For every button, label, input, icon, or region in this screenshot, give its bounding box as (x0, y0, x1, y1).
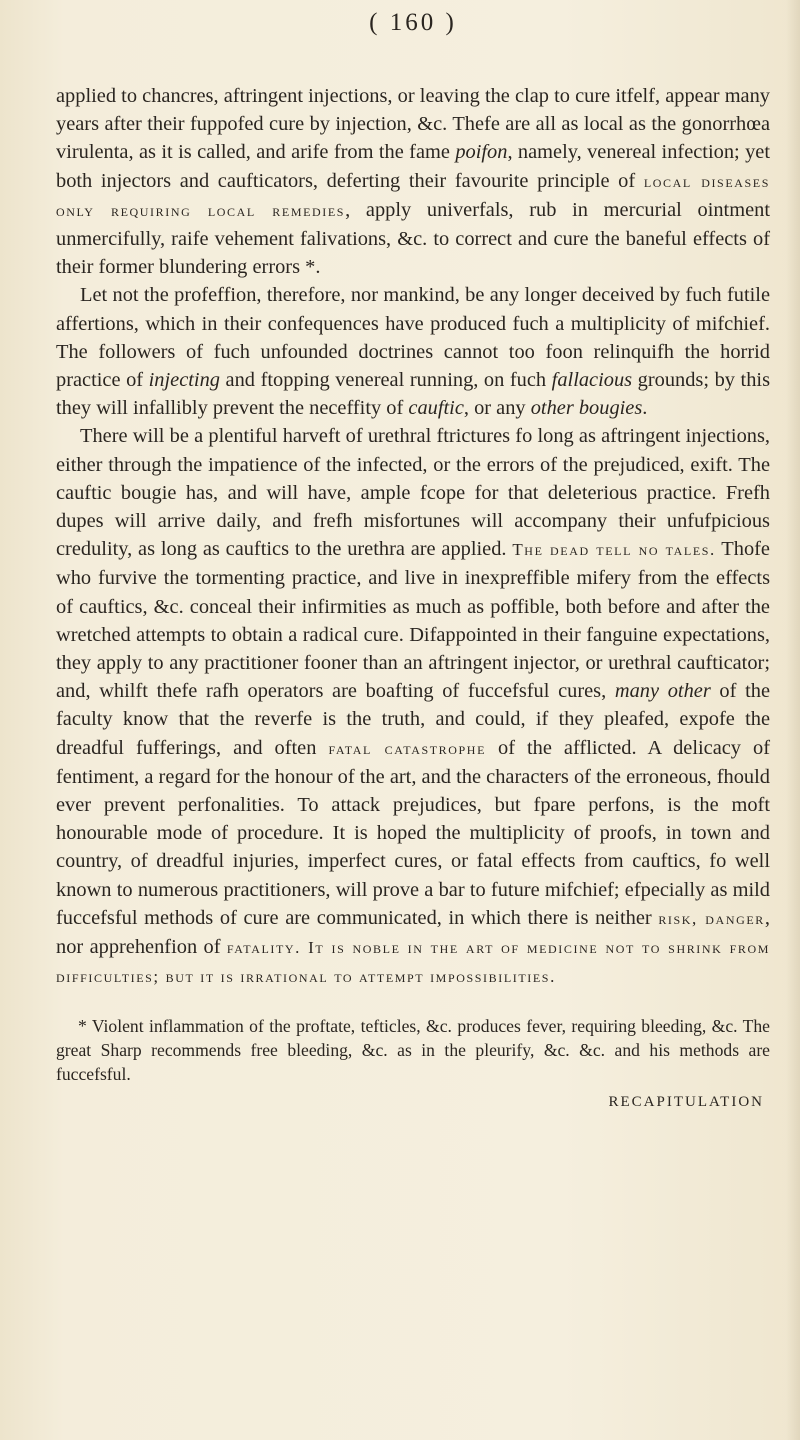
paragraph-1 (56, 82, 770, 281)
paragraph-2-italic-caustic: cauftic (408, 397, 464, 420)
paragraph-3 (56, 422, 770, 991)
paragraph-3-text-i: , nor apprehenfion of (56, 906, 770, 959)
paragraph-3-smallcaps-risk-danger: risk, danger (658, 908, 765, 928)
paragraph-2-italic-fallacious: fallacious (551, 369, 633, 392)
paragraph-2-italic-other-bougies: other bougies (530, 397, 643, 420)
paragraph-3-text-e: of the faculty know that the reverfe is the truth, and could, if they pleafed, expofe the dreadful fufferings, and often (56, 680, 771, 759)
paragraph-1-text-c: , namely, venereal infection; yet both injectors and caufticators, deferting their favourite principle of (56, 141, 771, 192)
catchword: RECAPITULATION (608, 1093, 764, 1110)
paragraph-2 (56, 281, 770, 422)
paragraph-1-italic-poison: poifon (455, 141, 508, 164)
paragraph-3-text-a: There will be a plentiful harveft of urethral ftrictures fo long as aftringent injections, either through the impatience of the infected, or the errors of the prejudiced, exift. The cauftic bougie has, and will have, ample fcope for that deleterious practice. Frefh dupes will arrive daily, and frefh misfortunes will accompany their unfufpicious credulity, as long as cauftics to the urethra are applied. (56, 425, 770, 561)
main-text (56, 82, 770, 992)
paragraph-2-text-i: . (642, 397, 648, 420)
paragraph-2-text-g: , or any (463, 397, 531, 420)
paragraph-2-italic-injecting: injecting (148, 369, 220, 392)
paragraph-3-smallcaps-fatality: fatality. It is noble in the art of medicine not to shrink from difficulties; but it is irrational to attempt impossibilities. (56, 938, 770, 987)
paragraph-3-text-c: Thofe who furvive the tormenting practice, and live in inexpreffible mifery from the effects of cauftics, &c. conceal their infirmities as much as poffible, both before and after the wretched attempts to obtain a radical cure. Difappointed in their fanguine expectations, they apply to any practitioner fooner than an aftringent injector, or urethral caufticator; and, whilft thefe rafh operators are boafting of fuccefsful cures, (56, 538, 770, 703)
paragraph-3-italic-many-other: many other (614, 680, 711, 703)
footnote: * Violent inflammation of the proftate, tefticles, &c. produces fever, requiring bleeding, &c. The great Sharp recommends free bleeding, &c. as in the pleurify, &c. &c. and his methods are fuccefsful. (56, 1015, 770, 1084)
paragraph-2-text-c: and ftopping venereal running, on fuch (220, 369, 552, 392)
paragraph-1-text-e: , apply univerfals, rub in mercurial ointment unmercifully, raife vehement falivations, &c. to correct and cure the baneful effects of their former blundering errors *. (56, 198, 770, 279)
paragraph-1-text-a: applied to chancres, aftringent injections, or leaving the clap to cure itfelf, appear many years after their fuppofed cure by injection, &c. Thefe are all as local as the gonorrhœa virulenta, as it is called, and arife from the fame (56, 85, 770, 164)
paragraph-3-smallcaps-dead-tell: The dead tell no tales. (512, 540, 716, 560)
paragraph-3-text-g: of the afflicted. A delicacy of fentiment, a regard for the honour of the art, and the characters of the erroneous, fhould ever prevent perfonalities. To attack prejudices, but fpare perfons, is the moft honourable mode of procedure. It is hoped the multiplicity of proofs, in town and country, of dreadful injuries, imperfect cures, or fatal effects from cauftics, fo well known to numerous practitioners, will prove a bar to future mifchief; efpecially as mild fuccefsful methods of cure are communicated, in which there is neither (56, 736, 770, 929)
paragraph-1-smallcaps-local-diseases: local diseases only requiring local remedies (56, 171, 771, 220)
paragraph-2-text-a: Let not the profeffion, therefore, nor mankind, be any longer deceived by fuch futile affertions, which in their confequences have produced fuch a multiplicity of mifchief. The followers of fuch unfounded doctrines cannot too foon relinquifh the horrid practice of (56, 284, 770, 392)
paragraph-3-smallcaps-fatal-catastrophe: fatal catastrophe (328, 738, 487, 758)
page-number: ( 160 ) (369, 9, 457, 36)
paragraph-2-text-e: grounds; by this they will infallibly prevent the neceffity of (56, 369, 771, 420)
